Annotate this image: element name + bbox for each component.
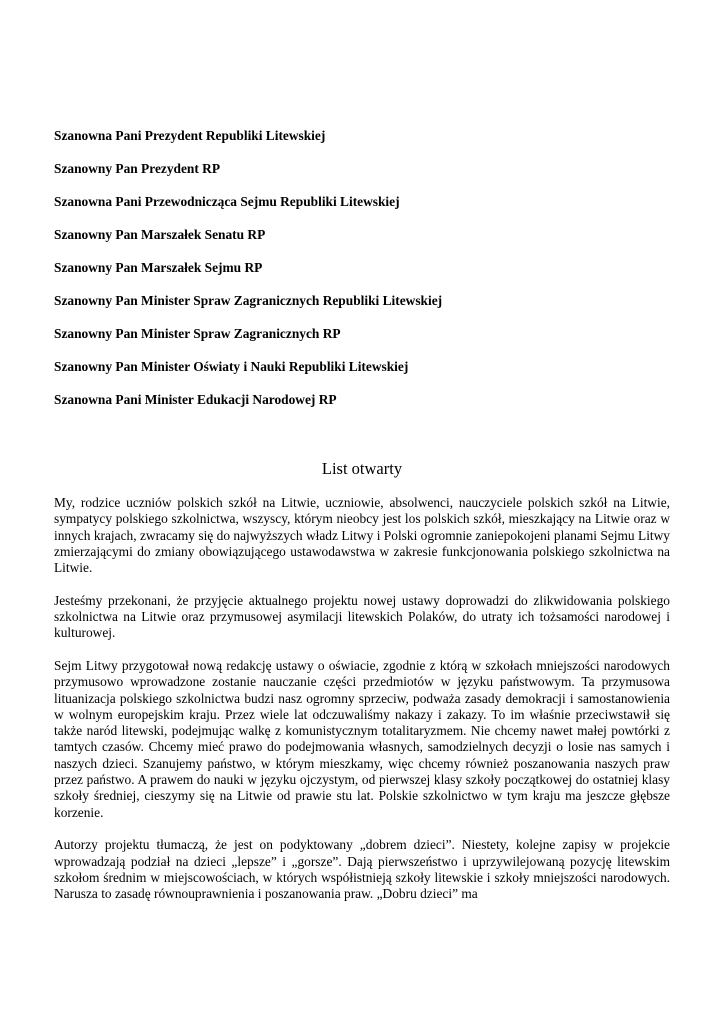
body-paragraph: Jesteśmy przekonani, że przyjęcie aktualnego projektu nowej ustawy doprowadzi do zlikwidowania polskiego szkolnictwa na Litwie oraz przymusowej asymilacji litewskich Polaków, do utraty ich tożsamości narodowej i kulturowej. (54, 592, 670, 641)
addressee-line: Szanowny Pan Prezydent RP (54, 161, 221, 176)
addressee-line: Szanowna Pani Przewodnicząca Sejmu Republiki Litewskiej (54, 194, 400, 209)
addressee-line: Szanowna Pani Minister Edukacji Narodowej RP (54, 392, 337, 407)
addressee-line: Szanowny Pan Marszałek Senatu RP (54, 227, 266, 242)
body-paragraph: Autorzy projektu tłumaczą, że jest on podyktowany „dobrem dzieci”. Niestety, kolejne zapisy w projekcie wprowadzają podział na dzieci „lepsze” i „gorsze”. Dają pierwszeństwo i uprzywilejowaną pozycję litewskim szkołom średnim w miejscowościach, w których współistnieją szkoły litewskie i szkoły mniejszości narodowych. Narusza to zasadę równouprawnienia i poszanowania praw. „Dobru dzieci” ma (54, 837, 670, 902)
addressee-line: Szanowny Pan Minister Spraw Zagranicznych Republiki Litewskiej (54, 293, 443, 308)
body-paragraph: My, rodzice uczniów polskich szkół na Litwie, uczniowie, absolwenci, nauczyciele polskich szkół na Litwie, sympatycy polskiego szkolnictwa, wszyscy, którym nieobcy jest los polskich szkół, mieszkający na Litwie oraz w innych krajach, zwracamy się do najwyższych władz Litwy i Polski ogromnie zaniepokojeni planami Sejmu Litwy zmierzającymi do zmiany obowiązującego ustawodawstwa w zakresie funkcjonowania polskiego szkolnictwa na Litwie. (54, 495, 670, 576)
letter-body (54, 495, 670, 919)
letter-title: List otwarty (321, 459, 403, 478)
addressee-line: Szanowny Pan Minister Oświaty i Nauki Republiki Litewskiej (54, 359, 409, 374)
addressee-line: Szanowny Pan Minister Spraw Zagranicznych RP (54, 326, 341, 341)
body-paragraph: Sejm Litwy przygotował nową redakcję ustawy o oświacie, zgodnie z którą w szkołach mniejszości narodowych przymusowo wprowadzone zostanie nauczanie części przedmiotów w języku państwowym. Ta przymusowa lituanizacja polskiego szkolnictwa budzi nasz ogromny sprzeciw, podważa zasady demokracji i samostanowienia w wolnym europejskim kraju. Przez wiele lat odczuwaliśmy nakazy i zakazy. To im właśnie przeciwstawił się także naród litewski, podejmując walkę z komunistycznym totalitaryzmem. Nie chcemy nawet małej powtórki z tamtych czasów. Chcemy mieć prawo do podejmowania własnych, samodzielnych decyzji o losie nas samych i naszych dzieci. Szanujemy państwo, w którym mieszkamy, więc chcemy również poszanowania naszych praw przez państwo. A prawem do nauki w języku ojczystym, od pierwszej klasy szkoły początkowej do ostatniej klasy szkoły średniej, cieszymy się na Litwie od prawie stu lat. Polskie szkolnictwo w tym kraju ma jeszcze głębsze korzenie. (54, 657, 670, 820)
addressee-list (54, 128, 674, 425)
addressee-line: Szanowna Pani Prezydent Republiki Litewskiej (54, 128, 326, 143)
addressee-line: Szanowny Pan Marszałek Sejmu RP (54, 260, 263, 275)
